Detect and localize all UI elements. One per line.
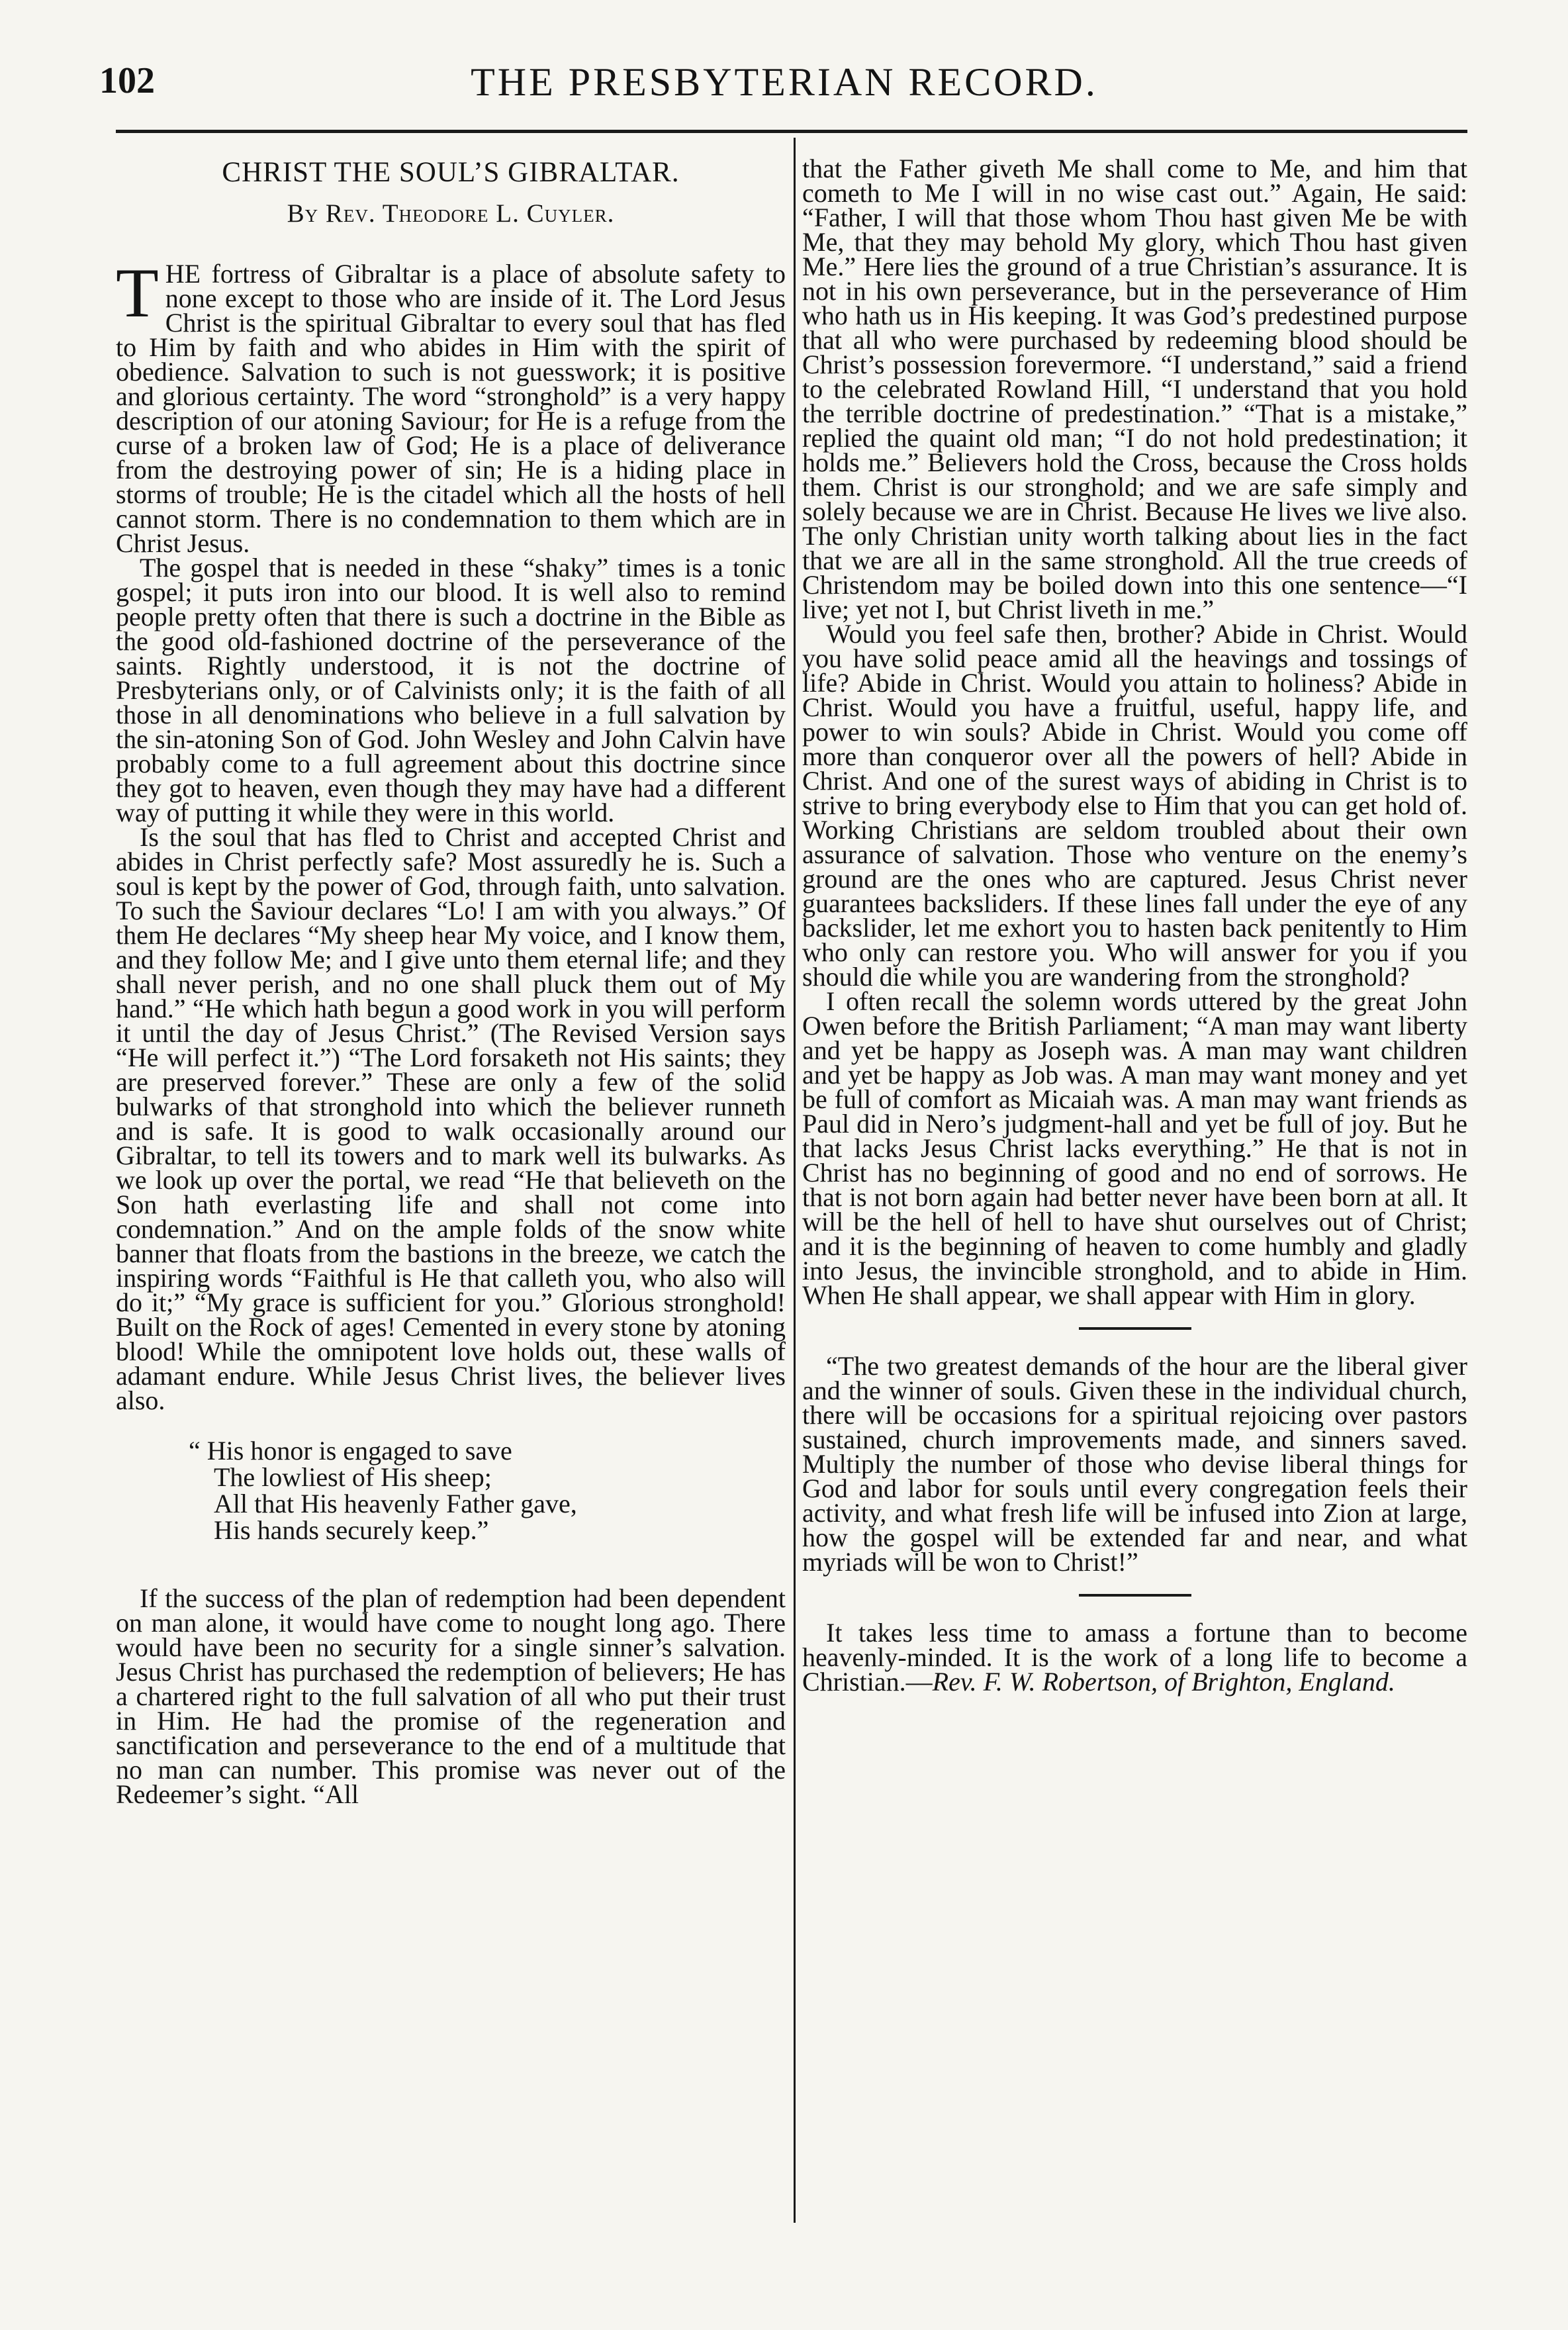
quote-text: It takes less time to amass a fortune than to become heavenly-minded. It is the work of a long life to become a Christian.— <box>802 1618 1467 1697</box>
quote-paragraph: “The two greatest demands of the hour are the liberal giver and the winner of souls. Given these in the individual church, there will be occasions for a spiritual rejoicing over pastors sustained, church improvements made, and sinners saved. Multiply the number of those who devise liberal things for God and labor for souls until every congregation feels their activity, and what fresh life will be infused into Zion at large, how the gospel will be extended far and near, and what myriads will be won to Christ!” <box>802 1351 1467 1577</box>
quote-attribution: Rev. F. W. Robertson, of Brighton, England. <box>932 1667 1395 1697</box>
section-divider <box>1079 1327 1191 1330</box>
column-divider <box>794 138 796 2223</box>
article-paragraph <box>116 254 786 558</box>
poem-line: The lowliest of His sheep; <box>214 1462 492 1492</box>
drop-cap: T <box>116 254 159 332</box>
article-paragraph: that the Father giveth Me shall come to Me, and him that cometh to Me I will in no wise cast out.” Again, He said: “Father, I will that those whom Thou hast given Me be with Me, that they may behold My glory, which Thou hast given Me.” Here lies the ground of a true Christian’s assurance. It is not in his own perseverance, but in the perseverance of Him who hath us in His keeping. It was God’s predestined purpose that all who were purchased by redeeming blood should be Christ’s possession forevermore. “I understand,” said a friend to the celebrated Rowland Hill, “I understand that you hold the terrible doctrine of predestination.” “That is a mistake,” replied the quaint old man; “I do not hold predestination; it holds me.” Believers hold the Cross, because the Cross holds them. Christ is our stronghold; and we are safe simply and solely because we are in Christ. Because He lives we live also. The only Christian unity worth talking about lies in the fact that we are all in the same stronghold. All the true creeds of Christendom may be boiled down into this one sentence—“I live; yet not I, but Christ liveth in me.” <box>802 154 1467 624</box>
poem-line: “ His honor is engaged to save <box>189 1436 512 1466</box>
article-paragraph: If the success of the plan of redemption had been dependent on man alone, it would have come to nought long ago. There would have been no security for a single sinner’s salvation. Jesus Christ has purchased the redemption of believers; He has a chartered right to the full salvation of all who put their trust in Him. He had the promise of the regeneration and sanctification and perseverance to the end of a multitude that no man can number. This promise was never out of the Redeemer’s sight. “All <box>116 1583 786 1809</box>
article-paragraph: The gospel that is needed in these “shaky” times is a tonic gospel; it puts iron into our blood. It is well also to remind people pretty often that there is such a doctrine in the Bible as the good old-fashioned doctrine of the perseverance of the saints. Rightly understood, it is not the doctrine of Presbyterians only, or of Calvinists only; it is the faith of all those in all denominations who believe in a full salvation by the sin-atoning Son of God. John Wesley and John Calvin have probably come to a full agreement about this doctrine since they got to heaven, even though they may have had a different way of putting it while they were in this world. <box>116 553 786 827</box>
article-paragraph: Is the soul that has fled to Christ and accepted Christ and abides in Christ perfectly safe? Most assuredly he is. Such a soul is kept by the power of God, through faith, unto salvation. To such the Saviour declares “Lo! I am with you always.” Of them He declares “My sheep hear My voice, and I know them, and they follow Me; and I give unto them eternal life; and they shall never perish, and no one shall pluck them out of My hand.” “He which hath begun a good work in you will perform it until the day of Jesus Christ.” (The Revised Version says “He will perfect it.”) “The Lord forsaketh not His saints; they are preserved forever.” These are only a few of the solid bulwarks of that stronghold into which the believer runneth and is safe. It is good to walk occasionally around our Gibraltar, to tell its towers and to mark well its bulwarks. As we look up over the portal, we read “He that believeth on the Son hath everlasting life and shall not come into condemnation.” And on the ample folds of the snow white banner that floats from the bastions in the breeze, we catch the inspiring words “Faithful is He that calleth you, who also will do it;” “My grace is sufficient for you.” Glorious stronghold! Built on the Rock of ages! Cemented in every stone by atoning blood! While the omnipotent love holds out, these walls of adamant endure. While Jesus Christ lives, the believer lives also. <box>116 822 786 1415</box>
paragraph-text: HE fortress of Gibraltar is a place of absolute safety to none except to those who are inside of it. The Lord Jesus Christ is the spiritual Gibraltar to every soul that has fled to Him by faith and who abides in Him with the spirit of obedience. Salvation to such is not guesswork; it is positive and glorious certainty. The word “stronghold” is a very happy description of our atoning Saviour; for He is a refuge from the curse of a broken law of God; He is a place of deliverance from the destroying power of sin; He is a hiding place in storms of trouble; He is the citadel which all the hosts of hell cannot storm. There is no condemnation to them which are in Christ Jesus. <box>116 259 786 558</box>
poem-line: All that His heavenly Father gave, <box>214 1489 577 1518</box>
article-paragraph: I often recall the solemn words uttered by the great John Owen before the British Parliament; “A man may want liberty and yet be happy as Joseph was. A man may want children and yet be happy as Job was. A man may want money and yet be full of comfort as Micaiah was. A man may want friends as Paul did in Nero’s judgment-hall and yet be full of joy. But he that lacks Jesus Christ lacks everything.” He that is not in Christ has no beginning of good and no end of sorrows. He that is not born again had better never have been born at all. It will be the hell of hell to have shut ourselves out of Christ; and it is the beginning of heaven to come humbly and gladly into Jesus, the invincible stronghold, and to abide in Him. When He shall appear, we shall appear with Him in glory. <box>802 986 1467 1310</box>
section-divider <box>1079 1594 1191 1597</box>
poem-stanza <box>189 1438 786 1544</box>
article-paragraph: Would you feel safe then, brother? Abide in Christ. Would you have solid peace amid all the heavings and tossings of life? Abide in Christ. Would you attain to holiness? Abide in Christ. Would you have a fruitful, useful, happy life, and power to win souls? Abide in Christ. Would you come off more than conqueror over all the powers of hell? Abide in Christ. And one of the surest ways of abiding in Christ is to strive to bring everybody else to Him that you can get hold of. Working Christians are seldom troubled about their own assurance of salvation. Those who venture on the enemy’s ground are the ones who are captured. Jesus Christ never guarantees backsliders. If these lines fall under the eye of any backslider, let me exhort you to hasten back penitently to Him who only can restore you. Who will answer for you if you should die while you are wandering from the stronghold? <box>802 619 1467 992</box>
author-name: Rev. Theodore L. Cuyler. <box>325 199 615 228</box>
quote-paragraph <box>802 1618 1467 1697</box>
poem-line: His hands securely keep.” <box>214 1515 489 1545</box>
byline-prefix: By <box>287 199 319 228</box>
page-header <box>99 60 1469 119</box>
left-column <box>116 157 786 1809</box>
byline <box>116 201 786 226</box>
header-rule <box>116 130 1467 133</box>
page-number: 102 <box>99 60 155 101</box>
journal-title: THE PRESBYTERIAN RECORD. <box>471 60 1098 104</box>
article-title: CHRIST THE SOUL’S GIBRALTAR. <box>222 157 680 188</box>
right-column <box>802 154 1467 1697</box>
